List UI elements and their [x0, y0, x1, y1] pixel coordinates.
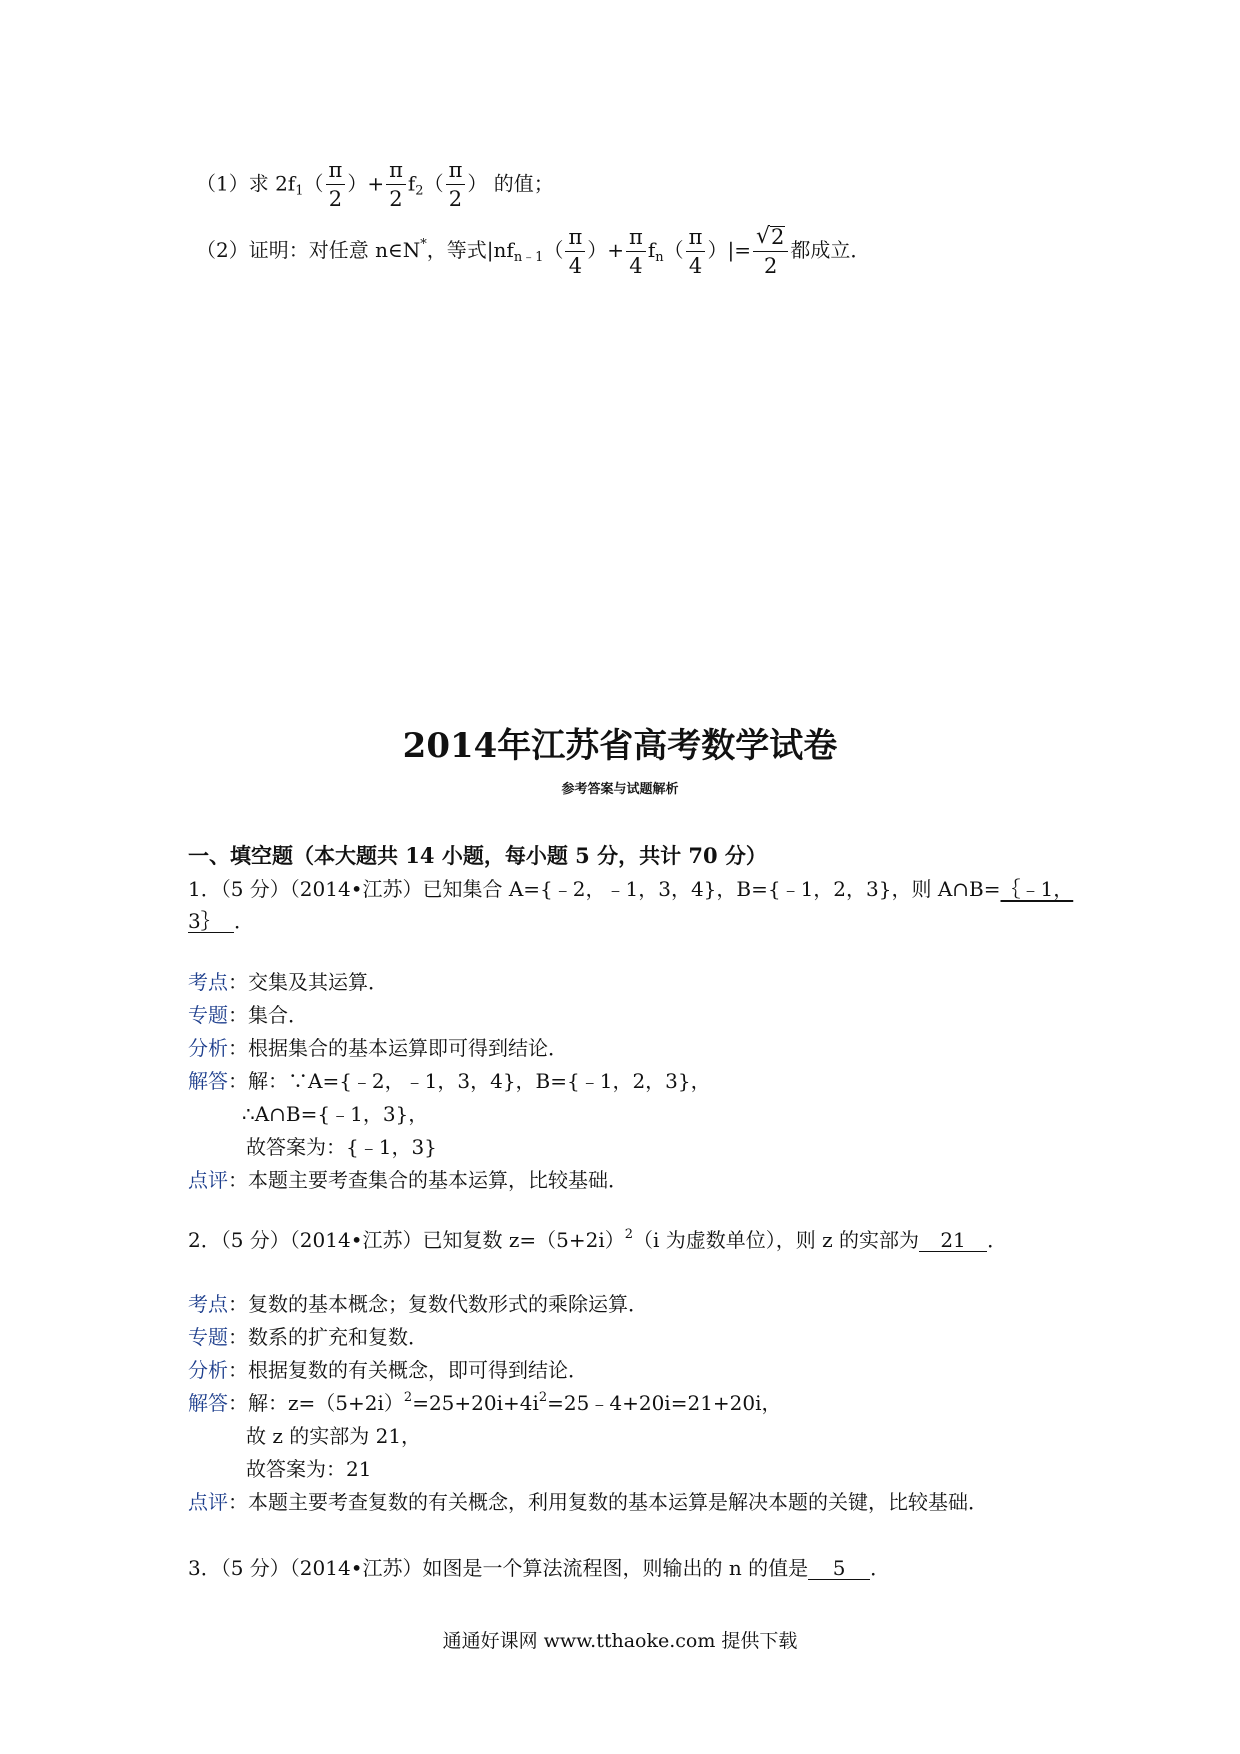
jieda-label: 解答	[188, 1069, 228, 1093]
footer-download-note: 通通好课网 www.tthaoke.com 提供下载	[442, 1630, 798, 1652]
zhuanti-line: 专题：数系的扩充和复数．	[188, 1325, 428, 1349]
jieda-line-2: 故 z 的实部为 21，	[246, 1424, 422, 1448]
zhuanti-label: 专题	[188, 1003, 228, 1027]
fraction-pi-over-4: $\frac{\pi}{4}$	[565, 227, 585, 277]
fenxi-label: 分析	[188, 1036, 228, 1060]
question-1-stem: 1．（5 分）（2014•江苏）已知集合 A={﹣2，﹣1，3，4}，B={﹣1，2，3}，则 A∩B=｛﹣1，	[188, 877, 1074, 901]
dianping-line: 点评：本题主要考查复数的有关概念，利用复数的基本运算是解决本题的关键，比较基础．	[188, 1490, 988, 1514]
answer-blank: 3｝	[188, 910, 234, 933]
fenxi-label: 分析	[188, 1358, 228, 1382]
page-subtitle: 参考答案与试题解析	[561, 782, 679, 797]
page-title: 2014年江苏省高考数学试卷	[402, 726, 838, 766]
answer-blank: ｛﹣1，	[1000, 877, 1074, 901]
problem-part-2: （2）证明：对任意 n∈N*，等式$|nf_{n﹣1}$（ $\frac{\pi}{4}$ ）+ $\frac{\pi}{4}$ $f_n$（ $\frac{\pi}{4}$ ）|= √ 2 2 都成立．	[196, 224, 871, 278]
answer-blank: 21	[919, 1229, 987, 1252]
dianping-line: 点评：本题主要考查集合的基本运算，比较基础．	[188, 1168, 628, 1192]
problem-part-1: （1）求 $2f_1$（ $\frac{\pi}{2}$ ）+ $\frac{\pi}{2}$ $f_2$（ $\frac{\pi}{2}$ ） 的值；	[196, 158, 554, 211]
kaodian-line: 考点：交集及其运算．	[188, 970, 388, 994]
answer-blank: 5	[808, 1557, 870, 1580]
fenxi-line: 分析：根据复数的有关概念，即可得到结论．	[188, 1358, 588, 1382]
jieda-line-3: 故答案为：{﹣1，3}	[246, 1135, 437, 1159]
jieda-line: 解答：解：∵A={﹣2，﹣1，3，4}，B={﹣1，2，3}，	[188, 1069, 711, 1093]
jieda-line-2: ∴A∩B={﹣1，3}，	[242, 1102, 429, 1126]
fraction-sqrt2-over-2: √ 2 2	[753, 226, 788, 277]
section-heading: 一、填空题（本大题共 14 小题，每小题 5 分，共计 70 分）	[188, 843, 767, 868]
kaodian-label: 考点	[188, 1292, 228, 1316]
jieda-line-3: 故答案为：21	[246, 1457, 372, 1481]
fraction-pi-over-2: $\frac{\pi}{2}$	[446, 160, 466, 210]
fraction-pi-over-4: $\frac{\pi}{4}$	[686, 227, 706, 277]
kaodian-label: 考点	[188, 970, 228, 994]
question-1-stem-cont: 3｝ ．	[188, 909, 254, 933]
kaodian-line: 考点：复数的基本概念；复数代数形式的乘除运算．	[188, 1292, 648, 1316]
fraction-pi-over-4: $\frac{\pi}{4}$	[626, 227, 646, 277]
question-3-stem: 3．（5 分）（2014•江苏）如图是一个算法流程图，则输出的 n 的值是 5 ．	[188, 1556, 891, 1580]
fraction-pi-over-2: $\frac{\pi}{2}$	[326, 160, 346, 210]
jieda-label: 解答	[188, 1391, 228, 1415]
fenxi-line: 分析：根据集合的基本运算即可得到结论．	[188, 1036, 568, 1060]
fraction-pi-over-2: $\frac{\pi}{2}$	[386, 160, 406, 210]
dianping-label: 点评	[188, 1490, 228, 1514]
question-2-stem: 2．（5 分）（2014•江苏）已知复数 $z=(5+2i)^2(i$ 为虚数单位），则 z 的实部为 21 ．	[188, 1227, 1008, 1252]
zhuanti-label: 专题	[188, 1325, 228, 1349]
dianping-label: 点评	[188, 1168, 228, 1192]
zhuanti-line: 专题：集合．	[188, 1003, 308, 1027]
jieda-line: 解答：解：$z=(5+2i)^2=25+20i+4i^2=25﹣4+20i=21+20i$，	[188, 1390, 782, 1415]
